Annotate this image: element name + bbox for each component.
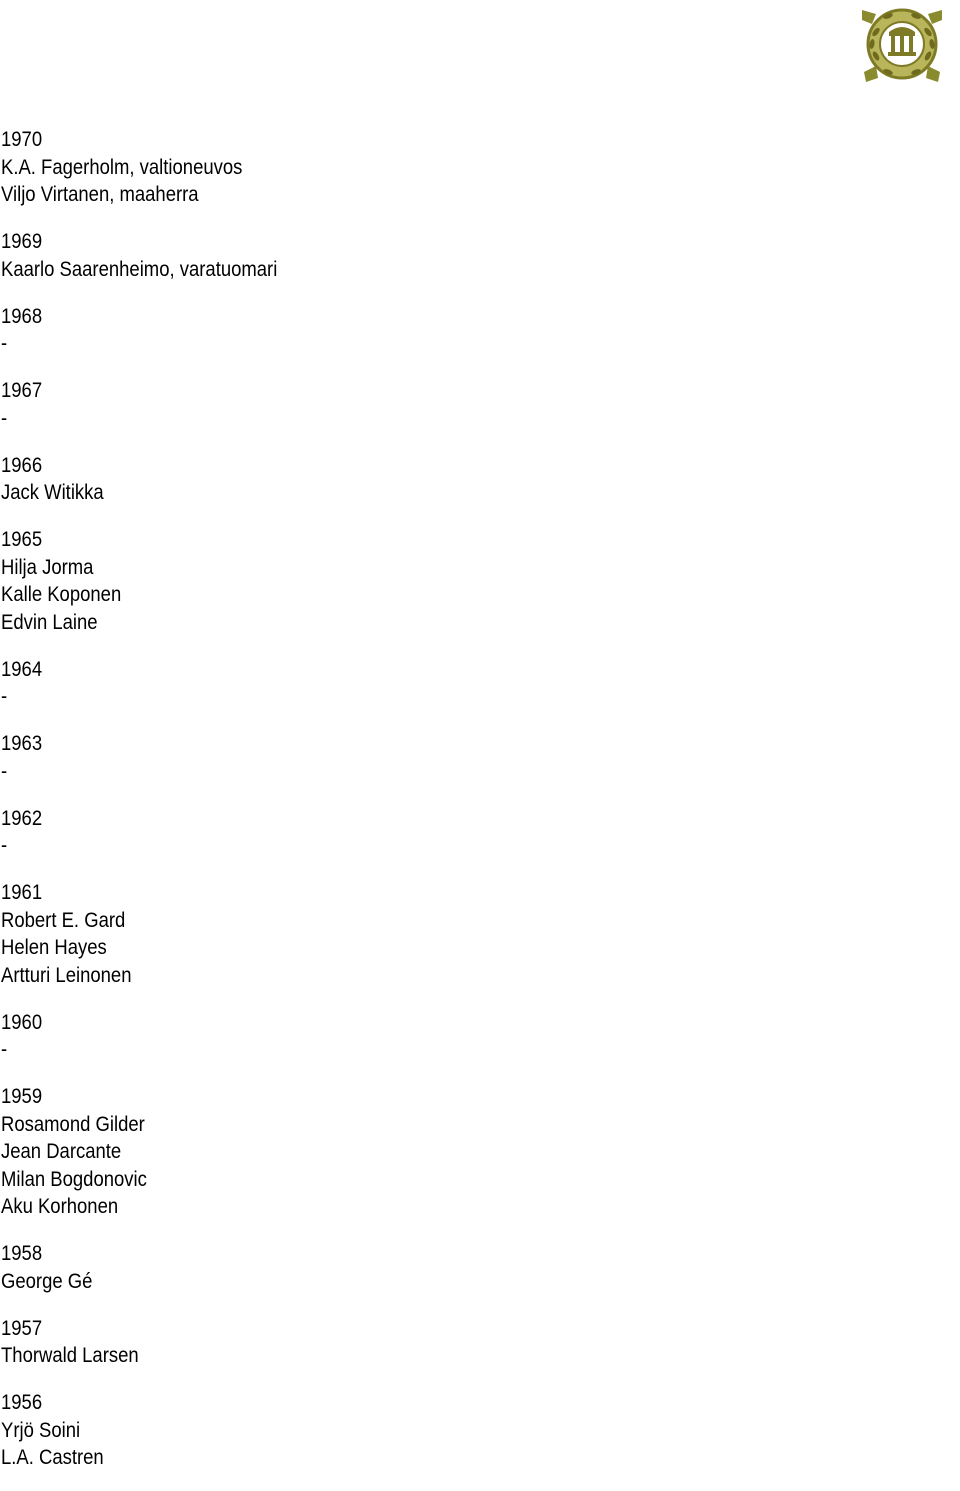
year-label: 1959 bbox=[1, 1085, 43, 1108]
year-entry bbox=[1, 1009, 901, 1064]
recipient-name: Yrjö Soini bbox=[1, 1418, 81, 1442]
year-entry bbox=[1, 1240, 901, 1295]
year-label: 1958 bbox=[1, 1242, 43, 1265]
recipient-name: Kaarlo Saarenheimo, varatuomari bbox=[1, 257, 278, 281]
no-recipient-dash: - bbox=[1, 685, 8, 708]
recipient-name: Aku Korhonen bbox=[1, 1195, 119, 1218]
year-entry bbox=[1, 1083, 901, 1221]
recipient-name: Robert E. Gard bbox=[1, 908, 126, 932]
no-recipient-dash: - bbox=[1, 759, 8, 783]
year-entry bbox=[1, 1389, 901, 1472]
year-label: 1962 bbox=[1, 806, 43, 830]
recipient-name: Jean Darcante bbox=[1, 1140, 122, 1163]
year-entry bbox=[1, 730, 901, 785]
year-entry bbox=[1, 303, 901, 358]
no-recipient-dash: - bbox=[1, 332, 8, 355]
recipient-name: Hilja Jorma bbox=[1, 555, 94, 579]
year-label: 1963 bbox=[1, 732, 43, 755]
year-label: 1969 bbox=[1, 230, 43, 253]
no-recipient-dash: - bbox=[1, 1038, 8, 1061]
year-label: 1968 bbox=[1, 304, 43, 328]
year-label: 1970 bbox=[1, 128, 43, 151]
recipient-name: Thorwald Larsen bbox=[1, 1344, 139, 1367]
year-entry bbox=[1, 805, 901, 860]
year-label: 1965 bbox=[1, 528, 43, 551]
year-label: 1960 bbox=[1, 1010, 43, 1034]
recipient-name: K.A. Fagerholm, valtioneuvos bbox=[1, 155, 243, 179]
recipient-name: Edvin Laine bbox=[1, 610, 98, 634]
recipient-name: Rosamond Gilder bbox=[1, 1112, 145, 1136]
recipient-name: Kalle Koponen bbox=[1, 583, 122, 606]
recipient-name: Helen Hayes bbox=[1, 936, 107, 959]
year-entry bbox=[1, 377, 901, 432]
no-recipient-dash: - bbox=[1, 834, 8, 857]
year-label: 1966 bbox=[1, 453, 43, 477]
honorary-members-list bbox=[1, 126, 901, 1491]
year-label: 1956 bbox=[1, 1391, 43, 1414]
year-label: 1964 bbox=[1, 657, 43, 681]
recipient-name: Milan Bogdonovic bbox=[1, 1167, 147, 1191]
year-entry bbox=[1, 1315, 901, 1370]
year-label: 1961 bbox=[1, 881, 43, 904]
laurel-emblem-icon bbox=[858, 2, 946, 86]
year-label: 1967 bbox=[1, 379, 43, 402]
recipient-name: Viljo Virtanen, maaherra bbox=[1, 183, 199, 206]
recipient-name: Jack Witikka bbox=[1, 481, 104, 504]
recipient-name: George Gé bbox=[1, 1269, 93, 1293]
recipient-name: Artturi Leinonen bbox=[1, 963, 132, 987]
year-entry bbox=[1, 452, 901, 507]
recipient-name: L.A. Castren bbox=[1, 1446, 104, 1469]
year-label: 1957 bbox=[1, 1316, 43, 1340]
year-entry bbox=[1, 126, 901, 209]
year-entry bbox=[1, 879, 901, 989]
no-recipient-dash: - bbox=[1, 406, 8, 430]
year-entry bbox=[1, 656, 901, 711]
year-entry bbox=[1, 526, 901, 636]
year-entry bbox=[1, 228, 901, 283]
